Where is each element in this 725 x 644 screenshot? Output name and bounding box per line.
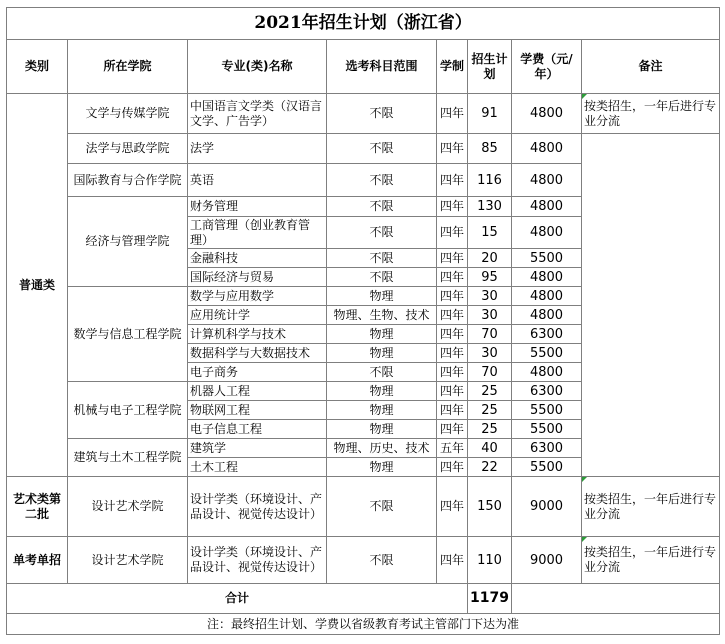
fee-cell: 4800: [512, 164, 582, 197]
college-cell: 数学与信息工程学院: [68, 287, 188, 382]
duration-cell: 四年: [437, 325, 468, 344]
fee-cell: 4800: [512, 287, 582, 306]
quota-cell: 15: [468, 217, 512, 249]
subjects-cell: 不限: [327, 164, 437, 197]
fee-cell: 5500: [512, 420, 582, 439]
header-row: [7, 40, 720, 94]
subjects-cell: 物理: [327, 382, 437, 401]
major-cell: 财务管理: [188, 197, 327, 217]
remark-cell: 按类招生，一年后进行专业分流: [582, 477, 720, 537]
category-general: 普通类: [7, 94, 68, 477]
quota-cell: 40: [468, 439, 512, 458]
fee-cell: 6300: [512, 439, 582, 458]
fee-cell: 4800: [512, 134, 582, 164]
major-cell: 应用统计学: [188, 306, 327, 325]
subjects-cell: 物理: [327, 458, 437, 477]
college-cell: 设计艺术学院: [68, 477, 188, 537]
fee-cell: 4800: [512, 197, 582, 217]
header-quota: 招生计划: [468, 40, 512, 94]
fee-cell: 4800: [512, 94, 582, 134]
duration-cell: 四年: [437, 94, 468, 134]
college-cell: 建筑与土木工程学院: [68, 439, 188, 477]
quota-cell: 110: [468, 537, 512, 584]
duration-cell: 四年: [437, 458, 468, 477]
quota-cell: 30: [468, 287, 512, 306]
fee-cell: 5500: [512, 249, 582, 268]
quota-cell: 22: [468, 458, 512, 477]
major-cell: 工商管理（创业教育管理）: [188, 217, 327, 249]
total-row: [7, 584, 720, 614]
remark-cell-empty: [582, 134, 720, 477]
fee-cell: 5500: [512, 344, 582, 363]
quota-cell: 95: [468, 268, 512, 287]
major-cell: 计算机科学与技术: [188, 325, 327, 344]
subjects-cell: 不限: [327, 134, 437, 164]
major-cell: 英语: [188, 164, 327, 197]
fee-cell: 6300: [512, 325, 582, 344]
quota-cell: 30: [468, 344, 512, 363]
fee-cell: 9000: [512, 537, 582, 584]
quota-cell: 85: [468, 134, 512, 164]
major-cell: 数据科学与大数据技术: [188, 344, 327, 363]
duration-cell: 四年: [437, 420, 468, 439]
major-cell: 金融科技: [188, 249, 327, 268]
subjects-cell: 不限: [327, 249, 437, 268]
table-row: [7, 134, 720, 164]
fee-cell: 4800: [512, 306, 582, 325]
duration-cell: 四年: [437, 217, 468, 249]
quota-cell: 130: [468, 197, 512, 217]
header-remark: 备注: [582, 40, 720, 94]
subjects-cell: 物理: [327, 344, 437, 363]
remark-cell: 按类招生，一年后进行专业分流: [582, 537, 720, 584]
major-cell: 物联网工程: [188, 401, 327, 420]
duration-cell: 四年: [437, 537, 468, 584]
enrollment-plan-table: [6, 7, 720, 635]
college-cell: 机械与电子工程学院: [68, 382, 188, 439]
fee-cell: 5500: [512, 458, 582, 477]
quota-cell: 25: [468, 382, 512, 401]
table-row: [7, 537, 720, 584]
subjects-cell: 物理、生物、技术: [327, 306, 437, 325]
college-cell: 经济与管理学院: [68, 197, 188, 287]
remark-cell: 按类招生，一年后进行专业分流: [582, 94, 720, 134]
table-row: [7, 94, 720, 134]
duration-cell: 四年: [437, 401, 468, 420]
footnote: 注：最终招生计划、学费以省级教育考试主管部门下达为准: [7, 614, 720, 635]
fee-cell: 9000: [512, 477, 582, 537]
fee-cell: 6300: [512, 382, 582, 401]
major-cell: 法学: [188, 134, 327, 164]
subjects-cell: 不限: [327, 94, 437, 134]
header-college: 所在学院: [68, 40, 188, 94]
major-cell: 设计学类（环境设计、产品设计、视觉传达设计）: [188, 477, 327, 537]
subjects-cell: 不限: [327, 197, 437, 217]
duration-cell: 四年: [437, 287, 468, 306]
major-cell: 国际经济与贸易: [188, 268, 327, 287]
duration-cell: 四年: [437, 268, 468, 287]
duration-cell: 四年: [437, 382, 468, 401]
quota-cell: 30: [468, 306, 512, 325]
subjects-cell: 物理、历史、技术: [327, 439, 437, 458]
total-value: 1179: [468, 584, 512, 614]
quota-cell: 70: [468, 363, 512, 382]
college-cell: 设计艺术学院: [68, 537, 188, 584]
major-cell: 中国语言文学类（汉语言文学、广告学）: [188, 94, 327, 134]
college-cell: 国际教育与合作学院: [68, 164, 188, 197]
duration-cell: 四年: [437, 363, 468, 382]
college-cell: 文学与传媒学院: [68, 94, 188, 134]
quota-cell: 25: [468, 420, 512, 439]
total-label: 合计: [7, 584, 468, 614]
subjects-cell: 不限: [327, 537, 437, 584]
subjects-cell: 物理: [327, 325, 437, 344]
fee-cell: 5500: [512, 401, 582, 420]
fee-cell: 4800: [512, 268, 582, 287]
header-duration: 学制: [437, 40, 468, 94]
duration-cell: 四年: [437, 306, 468, 325]
subjects-cell: 物理: [327, 287, 437, 306]
subjects-cell: 不限: [327, 217, 437, 249]
college-cell: 法学与思政学院: [68, 134, 188, 164]
header-major: 专业(类)名称: [188, 40, 327, 94]
subjects-cell: 不限: [327, 268, 437, 287]
quota-cell: 70: [468, 325, 512, 344]
fee-cell: 4800: [512, 363, 582, 382]
table-title: 2021年招生计划（浙江省）: [7, 8, 720, 40]
subjects-cell: 不限: [327, 477, 437, 537]
quota-cell: 25: [468, 401, 512, 420]
fee-cell: 4800: [512, 217, 582, 249]
total-empty: [512, 584, 720, 614]
quota-cell: 150: [468, 477, 512, 537]
header-category: 类别: [7, 40, 68, 94]
duration-cell: 四年: [437, 197, 468, 217]
duration-cell: 五年: [437, 439, 468, 458]
subjects-cell: 不限: [327, 363, 437, 382]
header-fee: 学费（元/年）: [512, 40, 582, 94]
major-cell: 电子信息工程: [188, 420, 327, 439]
quota-cell: 116: [468, 164, 512, 197]
duration-cell: 四年: [437, 134, 468, 164]
major-cell: 建筑学: [188, 439, 327, 458]
header-subjects: 选考科目范围: [327, 40, 437, 94]
major-cell: 机器人工程: [188, 382, 327, 401]
subjects-cell: 物理: [327, 420, 437, 439]
duration-cell: 四年: [437, 344, 468, 363]
subjects-cell: 物理: [327, 401, 437, 420]
table-row: [7, 477, 720, 537]
category-single: 单考单招: [7, 537, 68, 584]
category-art: 艺术类第二批: [7, 477, 68, 537]
quota-cell: 91: [468, 94, 512, 134]
duration-cell: 四年: [437, 164, 468, 197]
footnote-row: [7, 614, 720, 635]
major-cell: 设计学类（环境设计、产品设计、视觉传达设计）: [188, 537, 327, 584]
major-cell: 土木工程: [188, 458, 327, 477]
major-cell: 数学与应用数学: [188, 287, 327, 306]
major-cell: 电子商务: [188, 363, 327, 382]
quota-cell: 20: [468, 249, 512, 268]
duration-cell: 四年: [437, 477, 468, 537]
title-row: [7, 8, 720, 40]
duration-cell: 四年: [437, 249, 468, 268]
